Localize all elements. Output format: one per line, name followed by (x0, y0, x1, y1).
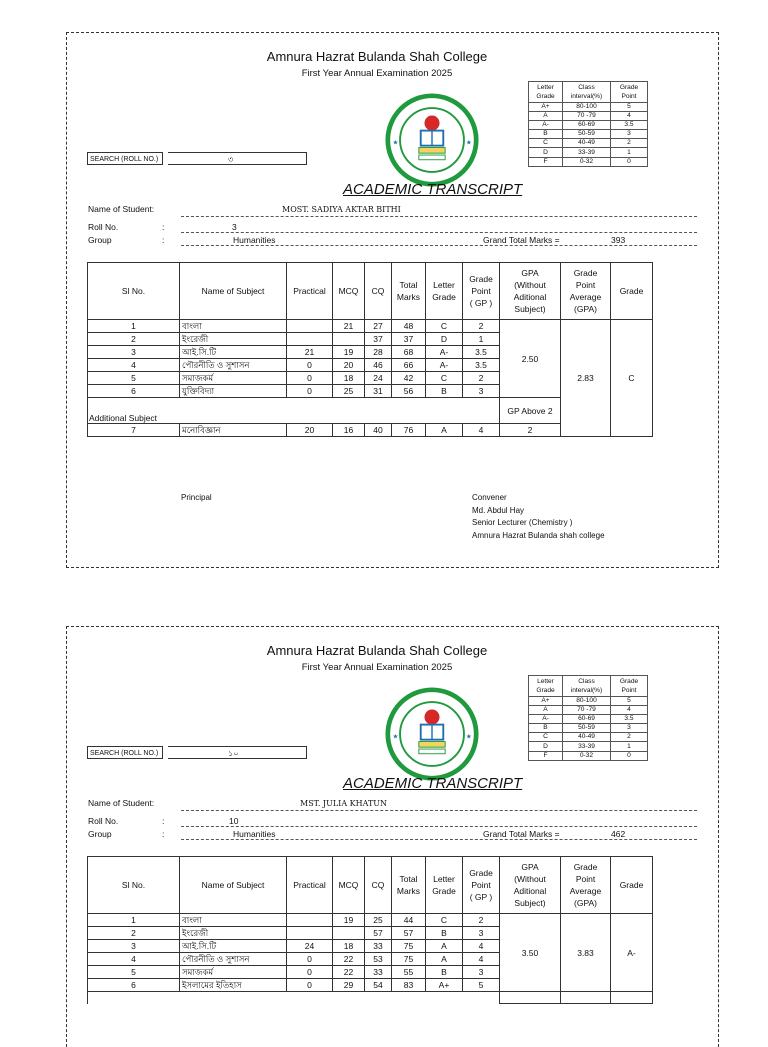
cell-sl: 4 (88, 953, 180, 966)
cell-letter: B (426, 385, 463, 398)
gs-cell: D (529, 148, 563, 157)
gs-cell: 70 -79 (563, 706, 611, 715)
cell-cq: 24 (365, 372, 392, 385)
cell-total: 66 (392, 359, 426, 372)
cell-mcq (333, 927, 365, 940)
th-letter-l2: Grade (432, 292, 456, 302)
cell-practical (287, 927, 333, 940)
th-letter (426, 263, 463, 320)
search-input[interactable]: ৩ (168, 152, 307, 165)
grade-scale-table (528, 81, 648, 167)
th-practical: Practical (287, 263, 333, 320)
group-colon: : (162, 829, 165, 839)
cell-letter: A (426, 953, 463, 966)
cell-mcq: 21 (333, 320, 365, 333)
cell-sl: 5 (88, 966, 180, 979)
cell-gp: 2 (463, 914, 500, 927)
cell-gp-above (500, 398, 561, 424)
divider (181, 826, 697, 827)
transcript-heading: ACADEMIC TRANSCRIPT (343, 775, 523, 792)
table-header-row (88, 857, 653, 914)
grade-scale-table (528, 675, 648, 761)
gs-cell: 80-100 (563, 103, 611, 112)
cell-subject: বাংলা (180, 914, 287, 927)
cell-subject: আই.সি.টি (180, 346, 287, 359)
th-mcq: MCQ (333, 263, 365, 320)
th-gpa-l2: Point (575, 874, 596, 884)
gs-cell: 5 (611, 697, 648, 706)
svg-text:★: ★ (392, 139, 399, 147)
cell-cq: 53 (365, 953, 392, 966)
divider (181, 216, 697, 217)
svg-text:★: ★ (465, 733, 472, 741)
th-subject: Name of Subject (180, 857, 287, 914)
gs-cell: 1 (611, 742, 648, 751)
cell-mcq: 22 (333, 966, 365, 979)
cell-sl: 2 (88, 333, 180, 346)
cell-gp: 2 (463, 372, 500, 385)
cell-practical: 20 (287, 424, 333, 437)
search-input[interactable]: ১০ (168, 746, 307, 759)
th-gpa-wo-l1: GPA (521, 862, 539, 872)
gp-above-label: GP Above (507, 405, 546, 416)
cell-mcq: 16 (333, 424, 365, 437)
gs-cell: C (529, 139, 563, 148)
cell-total: 68 (392, 346, 426, 359)
cell-mcq: 25 (333, 385, 365, 398)
cell-practical: 0 (287, 385, 333, 398)
cell-letter: B (426, 966, 463, 979)
th-gpa (561, 857, 611, 914)
th-gpa (561, 263, 611, 320)
cell-cq: 33 (365, 940, 392, 953)
cell-gp-above-value: 2 (500, 424, 561, 437)
convener-college: Amnura Hazrat Bulanda shah college (472, 530, 605, 540)
th-gpa-without (500, 263, 561, 320)
gs-cell: A+ (529, 697, 563, 706)
gs-cell: 2 (611, 139, 648, 148)
gs-cell: C (529, 733, 563, 742)
gp-above-value: 2 (547, 405, 553, 416)
convener-title: Senior Lecturer (Chemistry ) (472, 518, 573, 527)
cell-gp: 3.5 (463, 346, 500, 359)
cell-total: 42 (392, 372, 426, 385)
transcript-card-1 (66, 32, 719, 568)
group-label: Group (88, 829, 112, 839)
search-label: SEARCH (ROLL NO.) (87, 746, 163, 759)
th-gpa-l2: Point (575, 280, 596, 290)
cell-grade: C (611, 320, 653, 437)
cell-mcq: 29 (333, 979, 365, 992)
cell-sl: 6 (88, 385, 180, 398)
gs-cell: 60-69 (563, 121, 611, 130)
cell-total: 37 (392, 333, 426, 346)
gs-cell: 0 (611, 751, 648, 760)
th-gpa-l4: (GPA) (574, 898, 597, 908)
gs-header-letter: Letter Grade (529, 82, 563, 103)
gs-header-letter: Letter Grade (529, 676, 563, 697)
cell-sl: 7 (88, 424, 180, 437)
th-total (392, 857, 426, 914)
cell-gp: 3 (463, 927, 500, 940)
cell-letter: A (426, 424, 463, 437)
spacer-cell (88, 992, 500, 1004)
th-gp-l3: ( GP ) (469, 892, 493, 902)
th-gp-l1: Grade (469, 274, 493, 284)
cell-sl: 4 (88, 359, 180, 372)
th-total-l2: Marks (396, 292, 421, 302)
marks-table (87, 262, 653, 437)
cell-subject: মনোবিজ্ঞান (180, 424, 287, 437)
cell-empty (561, 992, 611, 1004)
gs-cell: 3.5 (611, 121, 648, 130)
gs-cell: B (529, 724, 563, 733)
th-gpa-without (500, 857, 561, 914)
cell-total: 76 (392, 424, 426, 437)
divider (181, 245, 697, 246)
cell-gp: 3 (463, 966, 500, 979)
th-gpa-wo-l4: Subject) (514, 304, 546, 314)
grand-total-value: 393 (611, 235, 626, 245)
th-gpa-l1: Grade (573, 268, 598, 278)
th-gpa-wo-l2: (Without (514, 280, 546, 290)
cell-cq: 40 (365, 424, 392, 437)
cell-total: 44 (392, 914, 426, 927)
convener-name: Md. Abdul Hay (472, 505, 525, 515)
th-subject: Name of Subject (180, 263, 287, 320)
transcript-card-2 (66, 626, 719, 1047)
th-total (392, 263, 426, 320)
cell-gp: 3 (463, 385, 500, 398)
cell-sl: 1 (88, 320, 180, 333)
gs-cell: 33-39 (563, 742, 611, 751)
roll-label: Roll No. (88, 816, 119, 826)
gs-cell: A- (529, 121, 563, 130)
cell-letter: C (426, 320, 463, 333)
gs-cell: 50-59 (563, 724, 611, 733)
th-gpa-l3: Average (569, 292, 602, 302)
gs-header-point: Grade Point (611, 82, 648, 103)
cell-mcq: 20 (333, 359, 365, 372)
th-gp (463, 857, 500, 914)
th-gp (463, 263, 500, 320)
cell-subject: সমাজকর্ম (180, 372, 287, 385)
th-grade: Grade (611, 263, 653, 320)
roll-label: Roll No. (88, 222, 119, 232)
cell-mcq: 19 (333, 346, 365, 359)
cell-empty (611, 992, 653, 1004)
gs-cell: A- (529, 715, 563, 724)
cell-gpa: 2.83 (561, 320, 611, 437)
cell-cq: 46 (365, 359, 392, 372)
cell-cq: 37 (365, 333, 392, 346)
transcript-heading: ACADEMIC TRANSCRIPT (343, 181, 523, 198)
cell-gp-above (500, 992, 561, 1004)
svg-text:★: ★ (392, 733, 399, 741)
cell-practical: 21 (287, 346, 333, 359)
cell-total: 55 (392, 966, 426, 979)
cell-total: 57 (392, 927, 426, 940)
th-gp-l2: Point (471, 880, 491, 890)
group-name: Humanities (233, 235, 276, 245)
college-name: Amnura Hazrat Bulanda Shah College (266, 49, 488, 64)
th-sl: Sl No. (88, 857, 180, 914)
th-total-l1: Total (399, 874, 418, 884)
college-logo (385, 687, 479, 781)
spacer-row (88, 992, 653, 1004)
cell-gp: 4 (463, 940, 500, 953)
cell-sl: 3 (88, 940, 180, 953)
spacer-cell (88, 398, 500, 410)
divider (181, 232, 697, 233)
cell-letter: C (426, 372, 463, 385)
cell-subject: সমাজকর্ম (180, 966, 287, 979)
cell-sl: 2 (88, 927, 180, 940)
search-label: SEARCH (ROLL NO.) (87, 152, 163, 165)
cell-cq: 28 (365, 346, 392, 359)
gs-cell: B (529, 130, 563, 139)
table-header-row (88, 263, 653, 320)
cell-cq: 25 (365, 914, 392, 927)
grand-total-label: Grand Total Marks = (483, 235, 560, 245)
name-label: Name of Student: (88, 204, 155, 214)
search-roll (87, 746, 239, 759)
cell-mcq: 18 (333, 372, 365, 385)
th-practical: Practical (287, 857, 333, 914)
th-cq: CQ (365, 857, 392, 914)
gs-cell: 60-69 (563, 715, 611, 724)
gs-cell: 0-32 (563, 157, 611, 166)
cell-total: 75 (392, 953, 426, 966)
cell-cq: 31 (365, 385, 392, 398)
cell-subject: পৌরনীতি ও সুশাসন (180, 359, 287, 372)
cell-cq: 27 (365, 320, 392, 333)
college-logo (385, 93, 479, 187)
gs-cell: 0 (611, 157, 648, 166)
cell-practical: 0 (287, 979, 333, 992)
gs-header-point: Grade Point (611, 676, 648, 697)
divider (181, 810, 697, 811)
cell-gp: 4 (463, 953, 500, 966)
gs-cell: A+ (529, 103, 563, 112)
th-letter-l1: Letter (433, 874, 455, 884)
gs-cell: A (529, 706, 563, 715)
cell-total: 56 (392, 385, 426, 398)
th-cq: CQ (365, 263, 392, 320)
gs-cell: F (529, 157, 563, 166)
cell-gp: 5 (463, 979, 500, 992)
gs-cell: 4 (611, 112, 648, 121)
gs-cell: D (529, 742, 563, 751)
gs-cell: 70 -79 (563, 112, 611, 121)
cell-sl: 6 (88, 979, 180, 992)
gs-header-interval: Class interval(%) (563, 82, 611, 103)
cell-total: 83 (392, 979, 426, 992)
gs-cell: 5 (611, 103, 648, 112)
cell-letter: A- (426, 359, 463, 372)
cell-gpa-without: 3.50 (500, 914, 561, 992)
gs-cell: 3 (611, 724, 648, 733)
th-gp-l2: Point (471, 286, 491, 296)
search-roll (87, 152, 234, 165)
gs-cell: F (529, 751, 563, 760)
cell-cq: 57 (365, 927, 392, 940)
th-gp-l1: Grade (469, 868, 493, 878)
th-gpa-wo-l2: (Without (514, 874, 546, 884)
roll-colon: : (162, 816, 165, 826)
cell-letter: B (426, 927, 463, 940)
gs-cell: 2 (611, 733, 648, 742)
cell-subject: আই.সি.টি (180, 940, 287, 953)
group-colon: : (162, 235, 165, 245)
convener-label: Convener (472, 493, 507, 502)
cell-practical (287, 320, 333, 333)
cell-gp: 1 (463, 333, 500, 346)
cell-letter: A- (426, 346, 463, 359)
roll-colon: : (162, 222, 165, 232)
cell-subject: বাংলা (180, 320, 287, 333)
th-gpa-wo-l3: Aditional (513, 292, 547, 302)
cell-sl: 3 (88, 346, 180, 359)
gs-cell: 50-59 (563, 130, 611, 139)
exam-title: First Year Annual Examination 2025 (301, 68, 453, 79)
group-name: Humanities (233, 829, 276, 839)
principal-label: Principal (181, 493, 212, 502)
cell-letter: D (426, 333, 463, 346)
group-label: Group (88, 235, 112, 245)
th-letter (426, 857, 463, 914)
th-gpa-l4: (GPA) (574, 304, 597, 314)
cell-practical: 0 (287, 953, 333, 966)
th-gpa-l1: Grade (573, 862, 598, 872)
gs-cell: 40-49 (563, 139, 611, 148)
cell-cq: 33 (365, 966, 392, 979)
gs-cell: 0-32 (563, 751, 611, 760)
cell-subject: ইসলামের ইতিহাস (180, 979, 287, 992)
cell-sl: 1 (88, 914, 180, 927)
th-gp-l3: ( GP ) (469, 298, 493, 308)
cell-gp: 2 (463, 320, 500, 333)
cell-subject: ইংরেজী (180, 333, 287, 346)
cell-letter: A (426, 940, 463, 953)
roll-number: 3 (232, 222, 237, 232)
cell-practical (287, 914, 333, 927)
gs-cell: 40-49 (563, 733, 611, 742)
cell-mcq (333, 333, 365, 346)
cell-mcq: 18 (333, 940, 365, 953)
cell-cq: 54 (365, 979, 392, 992)
grand-total-value: 462 (611, 829, 626, 839)
cell-letter: C (426, 914, 463, 927)
th-mcq: MCQ (333, 857, 365, 914)
cell-total: 48 (392, 320, 426, 333)
th-grade: Grade (611, 857, 653, 914)
cell-gp: 4 (463, 424, 500, 437)
th-letter-l2: Grade (432, 886, 456, 896)
grand-total-label: Grand Total Marks = (483, 829, 560, 839)
cell-gp: 3.5 (463, 359, 500, 372)
th-gpa-wo-l1: GPA (521, 268, 539, 278)
th-gpa-l3: Average (569, 886, 602, 896)
cell-total: 75 (392, 940, 426, 953)
table-row (88, 914, 653, 927)
cell-practical: 0 (287, 359, 333, 372)
cell-subject: যুক্তিবিদ্যা (180, 385, 287, 398)
additional-subject-label: Additional Subject (88, 409, 500, 424)
cell-letter: A+ (426, 979, 463, 992)
name-label: Name of Student: (88, 798, 155, 808)
gs-cell: A (529, 112, 563, 121)
th-gpa-wo-l4: Subject) (514, 898, 546, 908)
svg-text:★: ★ (465, 139, 472, 147)
th-gpa-wo-l3: Aditional (513, 886, 547, 896)
th-total-l1: Total (399, 280, 418, 290)
gs-cell: 3 (611, 130, 648, 139)
cell-subject: পৌরনীতি ও সুশাসন (180, 953, 287, 966)
gs-cell: 80-100 (563, 697, 611, 706)
gs-cell: 1 (611, 148, 648, 157)
cell-gpa-without: 2.50 (500, 320, 561, 398)
cell-practical: 0 (287, 372, 333, 385)
gs-cell: 3.5 (611, 715, 648, 724)
gs-header-interval: Class interval(%) (563, 676, 611, 697)
college-name: Amnura Hazrat Bulanda Shah College (266, 643, 488, 658)
cell-practical: 24 (287, 940, 333, 953)
th-sl: Sl No. (88, 263, 180, 320)
student-name: MST. JULIA KHATUN (300, 799, 388, 808)
cell-practical (287, 333, 333, 346)
cell-grade: A- (611, 914, 653, 992)
table-row (88, 320, 653, 333)
th-total-l2: Marks (396, 886, 421, 896)
convener-block (472, 492, 605, 542)
th-letter-l1: Letter (433, 280, 455, 290)
cell-mcq: 22 (333, 953, 365, 966)
roll-number: 10 (229, 816, 239, 826)
cell-gpa: 3.83 (561, 914, 611, 992)
divider (181, 839, 697, 840)
cell-practical: 0 (287, 966, 333, 979)
exam-title: First Year Annual Examination 2025 (301, 662, 453, 673)
cell-sl: 5 (88, 372, 180, 385)
cell-mcq: 19 (333, 914, 365, 927)
cell-subject: ইংরেজী (180, 927, 287, 940)
gs-cell: 33-39 (563, 148, 611, 157)
student-name: MOST. SADIYA AKTAR BITHI (282, 205, 401, 214)
marks-table (87, 856, 653, 1004)
gs-cell: 4 (611, 706, 648, 715)
